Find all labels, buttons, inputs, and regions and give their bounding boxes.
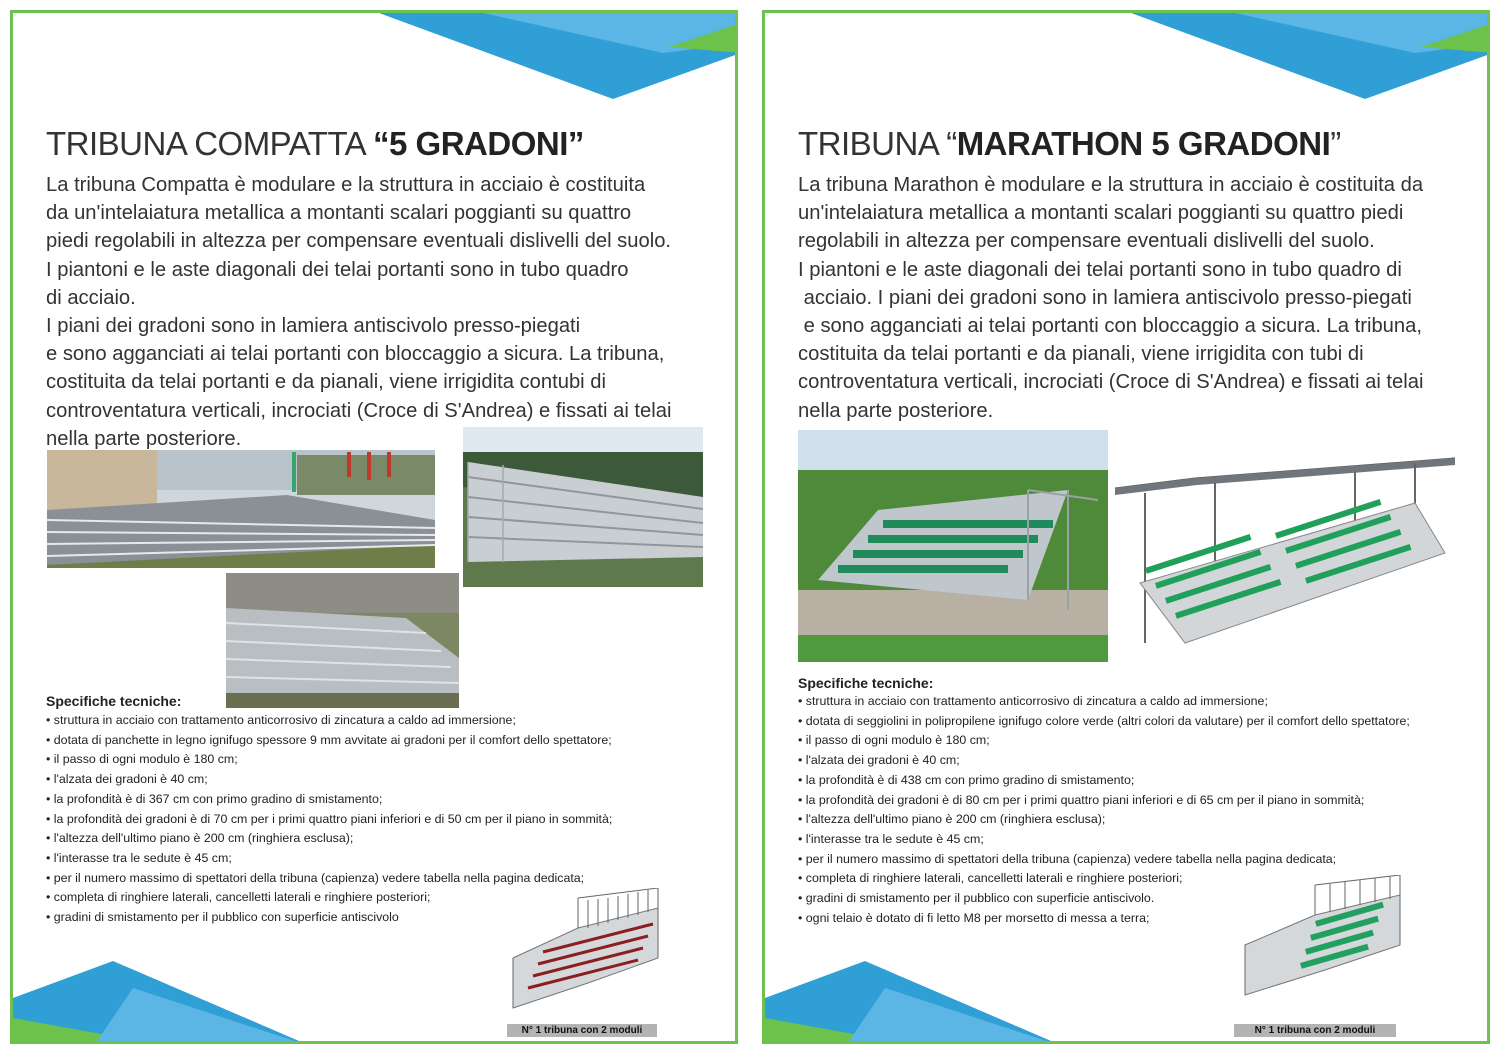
text-line: La tribuna Compatta è modulare e la struttura in acciaio è costituita xyxy=(46,174,646,196)
spec-item: • l'alzata dei gradoni è 40 cm; xyxy=(46,770,612,790)
spec-item: • gradini di smistamento per il pubblico con superficie antiscivolo. xyxy=(798,889,1410,909)
spec-item: • l'interasse tra le sedute è 45 cm; xyxy=(46,849,612,869)
spec-item: • l'altezza dell'ultimo piano è 200 cm (ringhiera esclusa); xyxy=(46,829,612,849)
text-line: nella parte posteriore. xyxy=(798,399,994,422)
spec-item: • completa di ringhiere laterali, cancelletti laterali e ringhiere posteriori; xyxy=(798,869,1410,889)
text-line: I piantoni e le aste diagonali dei telai portanti sono in tubo quadro xyxy=(46,258,629,281)
spec-item: • struttura in acciaio con trattamento anticorrosivo di zincatura a caldo ad immersione; xyxy=(46,711,612,731)
spec-item: • l'altezza dell'ultimo piano è 200 cm (ringhiera esclusa); xyxy=(798,810,1410,830)
text-line: La tribuna Marathon è modulare e la struttura in acciaio è costituita da xyxy=(798,174,1424,196)
spec-item: • gradini di smistamento per il pubblico con superficie antiscivolo xyxy=(46,908,612,928)
spec-item: • dotata di seggiolini in polipropilene ignifugo colore verde (altri colori da valutare) per il comfort dello spettatore; xyxy=(798,712,1410,732)
text-line: e sono agganciati ai telai portanti con bloccaggio a sicura. La tribuna, xyxy=(46,343,665,366)
render-grandstand-benches xyxy=(508,888,668,1018)
text-line: regolabili in altezza per compensare eventuali dislivelli del suolo. xyxy=(798,230,1375,253)
text-line: un'intelaiatura metallica a montanti scalari poggianti su quattro piedi xyxy=(798,202,1404,225)
spec-item: • l'interasse tra le sedute è 45 cm; xyxy=(798,830,1410,850)
page-title: TRIBUNA COMPATTA “5 GRADONI” xyxy=(46,125,584,162)
spec-item: • la profondità è di 438 cm con primo gradino di smistamento; xyxy=(798,771,1410,791)
render-caption: N° 1 tribuna con 2 moduli xyxy=(1234,1024,1396,1037)
spec-item: • il passo di ogni modulo è 180 cm; xyxy=(46,750,612,770)
spec-item: • per il numero massimo di spettatori della tribuna (capienza) vedere tabella nella pagina dedicata; xyxy=(46,869,612,889)
text-line: nella parte posteriore. xyxy=(46,427,242,450)
text-line: piedi regolabili in altezza per compensare eventuali dislivelli del suolo. xyxy=(46,230,672,253)
render-grandstand-green-seats xyxy=(1240,875,1410,1005)
description-text xyxy=(46,171,726,453)
photo-marathon-grandstand xyxy=(798,430,1108,662)
spec-item: • la profondità è di 367 cm con primo gradino di smistamento; xyxy=(46,790,612,810)
text-line: I piani dei gradoni sono in lamiera antiscivolo presso-piegati xyxy=(46,315,581,338)
text-line: da un'intelaiatura metallica a montanti scalari poggianti su quattro xyxy=(46,202,632,225)
specs-heading: Specifiche tecniche: xyxy=(46,693,182,709)
text-line: costituita da telai portanti e da pianali, viene irrigidita con tubi di xyxy=(798,343,1364,366)
spec-item: • il passo di ogni modulo è 180 cm; xyxy=(798,731,1410,751)
spec-item: • struttura in acciaio con trattamento anticorrosivo di zincatura a caldo ad immersione; xyxy=(798,692,1410,712)
render-caption: N° 1 tribuna con 2 moduli xyxy=(507,1024,657,1037)
description-text xyxy=(798,171,1478,425)
render-marathon-covered xyxy=(1115,443,1460,658)
photo-grandstand-empty xyxy=(226,573,459,708)
specs-heading: Specifiche tecniche: xyxy=(798,675,934,691)
spec-item: • ogni telaio è dotato di fi letto M8 per morsetto di messa a terra; xyxy=(798,909,1410,929)
photo-grandstand-field xyxy=(47,450,435,568)
text-line: I piantoni e le aste diagonali dei telai portanti sono in tubo quadro di xyxy=(798,258,1402,281)
brochure-page-compatta xyxy=(10,10,738,1044)
page-title: TRIBUNA “MARATHON 5 GRADONI” xyxy=(798,125,1341,162)
photo-grandstand-trees xyxy=(463,427,703,587)
spec-item: • per il numero massimo di spettatori della tribuna (capienza) vedere tabella nella pagina dedicata; xyxy=(798,850,1410,870)
spec-item: • completa di ringhiere laterali, cancelletti laterali e ringhiere posteriori; xyxy=(46,888,612,908)
spec-item: • l'alzata dei gradoni è 40 cm; xyxy=(798,751,1410,771)
brochure-page-marathon xyxy=(762,10,1490,1044)
text-line: costituita da telai portanti e da pianali, viene irrigidita contubi di xyxy=(46,371,606,394)
text-line: controventatura verticali, incrociati (Croce di S'Andrea) e fissati ai telai xyxy=(798,371,1424,394)
spec-item: • la profondità dei gradoni è di 70 cm per i primi quattro piani inferiori e di 50 cm per il piano in sommità; xyxy=(46,810,612,830)
spec-item: • la profondità dei gradoni è di 80 cm per i primi quattro piani inferiori e di 65 cm per il piano in sommità; xyxy=(798,791,1410,811)
text-line: acciaio. I piani dei gradoni sono in lamiera antiscivolo presso-piegati xyxy=(798,286,1412,309)
text-line: controventatura verticali, incrociati (Croce di S'Andrea) e fissati ai telai xyxy=(46,399,672,422)
text-line: e sono agganciati ai telai portanti con bloccaggio a sicura. La tribuna, xyxy=(798,315,1422,338)
text-line: di acciaio. xyxy=(46,286,136,309)
spec-item: • dotata di panchette in legno ignifugo spessore 9 mm avvitate ai gradoni per il comfort dello spettatore; xyxy=(46,731,612,751)
